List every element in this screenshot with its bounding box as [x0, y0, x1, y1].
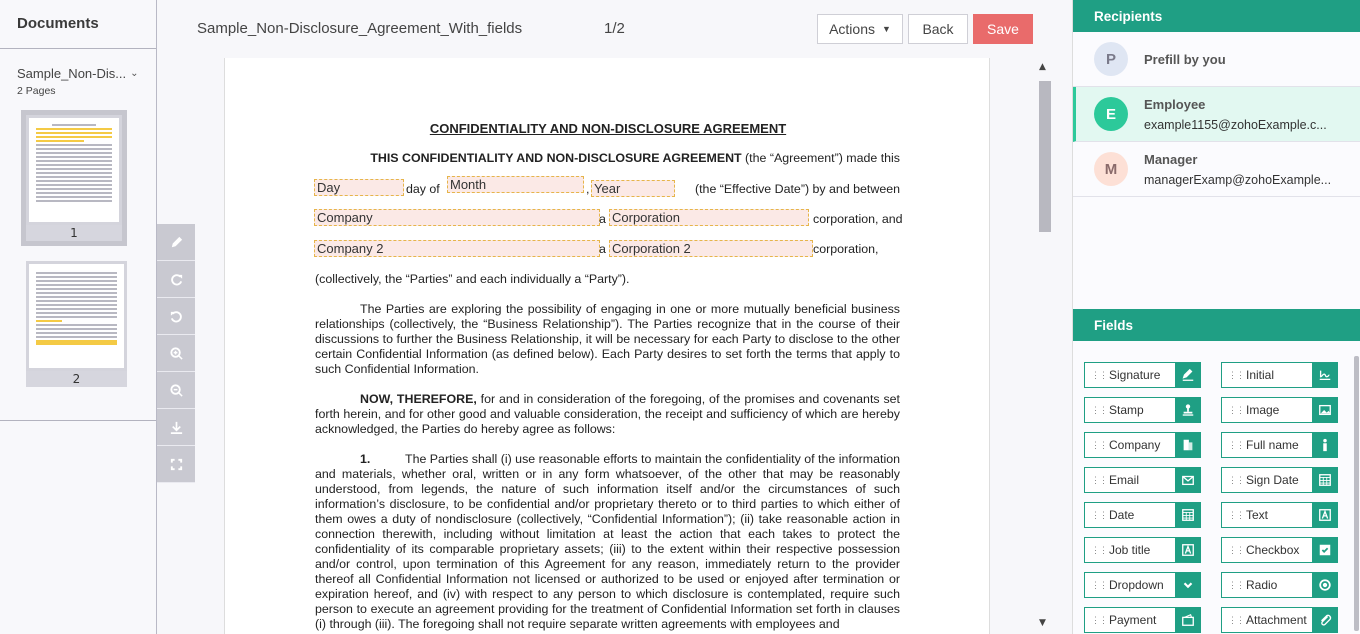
- field-payment[interactable]: ⋮⋮ Payment: [1084, 607, 1201, 633]
- chevron-down-icon[interactable]: ⌄: [130, 68, 139, 79]
- text-icon: [1175, 538, 1200, 562]
- field-full-name[interactable]: ⋮⋮ Full name: [1221, 432, 1338, 458]
- drag-handle-icon[interactable]: ⋮⋮: [1228, 475, 1244, 485]
- field-initial[interactable]: ⋮⋮ Initial: [1221, 362, 1338, 388]
- scroll-down-arrow-icon[interactable]: ▼: [1039, 618, 1046, 628]
- document-title: Sample_Non-Disclosure_Agreement_With_fields: [197, 20, 523, 37]
- drag-handle-icon[interactable]: ⋮⋮: [1228, 440, 1244, 450]
- recipient-employee[interactable]: [1073, 87, 1360, 142]
- paragraph-clause-1: 1. The Parties shall (i) use reasonable efforts to maintain the confidentiality of the information and materials, whether oral, written or in any form whatsoever, of the other that may be reasonably understood, from legends, the nature of such information itself and/or the circumstances of such information’s disclosure, to be confidential and/or proprietary thereto or to third parties to which either of them owes a duty of nondisclosure (collectively, “Confidential Information”); (ii) take reasonable action in connection therewith, including without limitation at least the action that each takes to protect the confidentiality of its comparable proprietary assets; (iii) to the extent within their respective possession and/or control, upon termination of this Agreement for any reason, immediately return to the provider thereof all Confidential Information not licensed or authorized to be used or enjoyed after termination or expiration hereof, and (iv) with respect to any person to which disclosure is contemplated, require such person to execute an agreement providing for the treatment of Confidential Information set forth in clauses (i) through (iii). The foregoing shall not require separate written agreements with employees and: [315, 452, 900, 631]
- page-indicator: 1/2: [604, 20, 625, 37]
- field-attachment[interactable]: ⋮⋮ Attachment: [1221, 607, 1338, 633]
- document-page: [224, 58, 990, 634]
- thumbnail-label: 1: [26, 225, 122, 241]
- recipient-name: Manager: [1144, 152, 1198, 167]
- calendar-icon: [1175, 503, 1200, 527]
- field-dropdown[interactable]: ⋮⋮ Dropdown: [1084, 572, 1201, 598]
- drag-handle-icon[interactable]: ⋮⋮: [1091, 405, 1107, 415]
- rotate-right-icon: [169, 272, 184, 287]
- field-sign-date[interactable]: ⋮⋮ Sign Date: [1221, 467, 1338, 493]
- zoom-in-button[interactable]: [157, 335, 195, 372]
- corporation-field[interactable]: Corporation: [609, 209, 809, 226]
- payment-icon: [1175, 608, 1200, 632]
- email-icon: [1175, 468, 1200, 492]
- comma-text: ,: [586, 182, 590, 196]
- avatar: P: [1094, 42, 1128, 76]
- field-company[interactable]: ⋮⋮ Company: [1084, 432, 1201, 458]
- corporation-text: corporation,: [813, 242, 879, 256]
- fields-list: [1073, 362, 1360, 634]
- save-button[interactable]: Save: [973, 14, 1033, 44]
- field-email[interactable]: ⋮⋮ Email: [1084, 467, 1201, 493]
- radio-icon: [1312, 573, 1337, 597]
- zoom-in-icon: [169, 346, 184, 361]
- initial-icon: [1312, 363, 1337, 387]
- scroll-up-arrow-icon[interactable]: ▲: [1039, 62, 1046, 72]
- field-image[interactable]: ⋮⋮ Image: [1221, 397, 1338, 423]
- field-text[interactable]: ⋮⋮ Text: [1221, 502, 1338, 528]
- viewer-toolbar: [157, 224, 195, 483]
- drag-handle-icon[interactable]: ⋮⋮: [1228, 545, 1244, 555]
- actions-label: Actions: [829, 21, 875, 37]
- recipient-email: managerExamp@zohoExample...: [1144, 173, 1332, 187]
- drag-handle-icon[interactable]: ⋮⋮: [1228, 580, 1244, 590]
- drag-handle-icon[interactable]: ⋮⋮: [1091, 545, 1107, 555]
- effective-date-text: (the “Effective Date”) by and between: [694, 182, 900, 196]
- pencil-icon: [169, 235, 184, 250]
- corporation-2-field[interactable]: Corporation 2: [609, 240, 813, 257]
- edit-button[interactable]: [157, 224, 195, 261]
- zoom-out-button[interactable]: [157, 372, 195, 409]
- field-date[interactable]: ⋮⋮ Date: [1084, 502, 1201, 528]
- rotate-left-icon: [169, 309, 184, 324]
- image-icon: [1312, 398, 1337, 422]
- drag-handle-icon[interactable]: ⋮⋮: [1228, 405, 1244, 415]
- fullscreen-button[interactable]: [157, 446, 195, 483]
- drag-handle-icon[interactable]: ⋮⋮: [1091, 440, 1107, 450]
- collectively-text: (collectively, the “Parties” and each individually a “Party”).: [315, 272, 630, 286]
- year-field[interactable]: Year: [591, 180, 675, 197]
- drag-handle-icon[interactable]: ⋮⋮: [1091, 615, 1107, 625]
- drag-handle-icon[interactable]: ⋮⋮: [1091, 475, 1107, 485]
- field-signature[interactable]: ⋮⋮ Signature: [1084, 362, 1201, 388]
- attachment-icon: [1312, 608, 1337, 632]
- field-checkbox[interactable]: ⋮⋮ Checkbox: [1221, 537, 1338, 563]
- dropdown-icon: [1175, 573, 1200, 597]
- rotate-left-button[interactable]: [157, 298, 195, 335]
- recipients-header: Recipients: [1073, 0, 1360, 32]
- calendar-icon: [1312, 468, 1337, 492]
- company-icon: [1175, 433, 1200, 457]
- company-field[interactable]: Company: [314, 209, 600, 226]
- paragraph-business-relationship: The Parties are exploring the possibility of engaging in one or more mutually beneficial business relationships (collectively, the “Business Relationship”). The Parties recognize that in the course of their discussions to further the Business Relationship, it will be necessary for each Party to disclose to the other certain Confidential Information (as defined below). Each Party desires to set forth the terms that apply to such Confidential Information.: [315, 302, 900, 376]
- caret-down-icon: ▼: [882, 24, 891, 34]
- month-field[interactable]: Month: [447, 176, 584, 193]
- document-scrollbar[interactable]: [1034, 58, 1054, 634]
- scrollbar-thumb[interactable]: [1039, 81, 1051, 232]
- rotate-right-button[interactable]: [157, 261, 195, 298]
- thumbnail-label: 2: [26, 371, 127, 387]
- signature-icon: [1175, 363, 1200, 387]
- intro-bold: THIS CONFIDENTIALITY AND NON-DISCLOSURE AGREEMENT: [370, 151, 742, 165]
- recipient-manager[interactable]: [1073, 142, 1360, 197]
- actions-dropdown-button[interactable]: [817, 14, 903, 44]
- drag-handle-icon[interactable]: ⋮⋮: [1228, 615, 1244, 625]
- recipient-email: example1155@zohoExample.c...: [1144, 118, 1327, 132]
- person-icon: [1312, 433, 1337, 457]
- field-job-title[interactable]: ⋮⋮ Job title: [1084, 537, 1201, 563]
- a-text: a: [599, 242, 606, 256]
- avatar: E: [1094, 97, 1128, 131]
- back-button[interactable]: Back: [908, 14, 968, 44]
- page-thumbnail-1[interactable]: [21, 110, 127, 246]
- page-thumbnail-2[interactable]: [26, 261, 127, 387]
- stamp-icon: [1175, 398, 1200, 422]
- documents-title: Documents: [0, 0, 156, 49]
- zoom-out-icon: [169, 383, 184, 398]
- recipient-name: Employee: [1144, 97, 1206, 112]
- field-stamp[interactable]: ⋮⋮ Stamp: [1084, 397, 1201, 423]
- document-selector[interactable]: [17, 66, 156, 81]
- a-text: a: [599, 212, 606, 226]
- field-radio[interactable]: ⋮⋮ Radio: [1221, 572, 1338, 598]
- download-button[interactable]: [157, 409, 195, 446]
- documents-panel: [0, 0, 157, 634]
- fullscreen-icon: [169, 457, 184, 472]
- text-icon: [1312, 503, 1337, 527]
- document-name: Sample_Non-Dis...: [17, 66, 127, 81]
- page-count-label: 2 Pages: [17, 85, 56, 97]
- recipient-name: Prefill by you: [1144, 52, 1226, 67]
- day-of-text: day of: [406, 182, 440, 196]
- company-2-field[interactable]: Company 2: [314, 240, 600, 257]
- fields-header: Fields: [1073, 309, 1360, 341]
- drag-handle-icon[interactable]: ⋮⋮: [1091, 370, 1107, 380]
- intro-rest: (the “Agreement”) made this: [741, 151, 900, 165]
- drag-handle-icon[interactable]: ⋮⋮: [1228, 510, 1244, 520]
- document-heading: CONFIDENTIALITY AND NON-DISCLOSURE AGREEMENT: [429, 121, 787, 136]
- drag-handle-icon[interactable]: ⋮⋮: [1228, 370, 1244, 380]
- paragraph-now-therefore: NOW, THEREFORE, for and in consideration of the foregoing, of the promises and covenants set forth herein, and for other good and valuable consideration, the receipt and sufficiency of which are hereby acknowledged, the Parties do hereby agree as follows:: [315, 392, 900, 436]
- avatar: M: [1094, 152, 1128, 186]
- recipient-prefill[interactable]: [1073, 32, 1360, 87]
- document-viewer: [224, 58, 1062, 634]
- drag-handle-icon[interactable]: ⋮⋮: [1091, 510, 1107, 520]
- header-bar: [157, 0, 1072, 58]
- intro-line: [315, 151, 900, 165]
- day-field[interactable]: Day: [314, 179, 404, 196]
- fields-scrollbar[interactable]: [1354, 356, 1359, 631]
- download-icon: [169, 420, 184, 435]
- right-panel: [1072, 0, 1360, 634]
- checkbox-icon: [1312, 538, 1337, 562]
- corporation-and-text: corporation, and: [813, 212, 903, 226]
- drag-handle-icon[interactable]: ⋮⋮: [1091, 580, 1107, 590]
